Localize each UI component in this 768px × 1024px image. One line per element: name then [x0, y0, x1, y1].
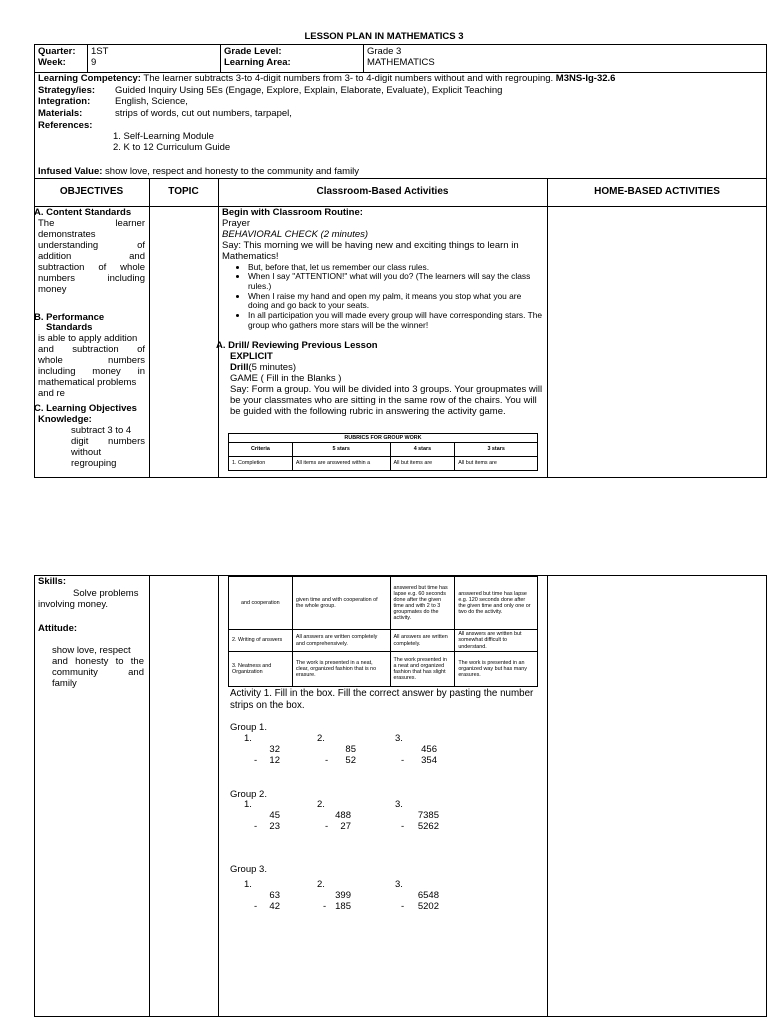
quarter-value: 1ST: [91, 46, 109, 57]
problem-top: 45: [269, 810, 280, 821]
problem-number: 2.: [317, 879, 325, 890]
rubric-cell: 2. Writing of answers: [229, 630, 293, 652]
word: of: [137, 239, 145, 251]
problem-number: 2.: [317, 733, 325, 744]
minus-sign: -: [325, 755, 329, 766]
say-intro: Say: This morning we will be having new and exciting things to learn in Mathematics!: [222, 239, 519, 262]
reference-item: 2. K to 12 Curriculum Guide: [113, 142, 231, 153]
rubric-header: 3 stars: [455, 443, 538, 457]
minus-sign: -: [325, 821, 329, 832]
materials-label: Materials:: [38, 108, 83, 119]
problem-number: 3.: [395, 799, 403, 810]
word: including: [107, 272, 145, 284]
word: understanding: [38, 239, 99, 251]
word: money: [92, 365, 121, 377]
infused-label: Infused Value:: [38, 166, 103, 177]
problem-number: 1.: [244, 879, 252, 890]
drill-time: (5 minutes): [248, 361, 296, 373]
knowledge-text: [71, 426, 145, 470]
word: honesty: [75, 655, 109, 667]
prayer: Prayer: [222, 217, 250, 229]
rubric-cell: All answers are written completely and comprehensively.: [292, 630, 390, 652]
group-label: Group 1.: [230, 722, 267, 733]
infused-text: show love, respect and honesty to the community and family: [102, 166, 360, 177]
skills-text: Solve problems: [73, 588, 139, 599]
word: to: [115, 655, 124, 667]
word: of: [98, 261, 107, 273]
divider: [87, 44, 88, 73]
competency-text: The learner subtracts 3-to 4-digit numbers from 3- to 4-digit numbers without and with regrouping.: [140, 73, 554, 84]
problem-bottom: 185: [335, 901, 351, 912]
line: without: [71, 446, 102, 458]
divider: [149, 575, 150, 1017]
minus-sign: -: [254, 901, 258, 912]
content-standards-heading: A. Content Standards: [34, 207, 132, 218]
problem-top: 488: [335, 810, 351, 821]
minus-sign: -: [401, 901, 405, 912]
line: and re: [38, 387, 65, 399]
problem-top: 32: [269, 744, 280, 755]
column-classroom: Classroom-Based Activities: [316, 186, 449, 197]
page-title: LESSON PLAN IN MATHEMATICS 3: [304, 31, 464, 42]
column-objectives: OBJECTIVES: [59, 186, 124, 197]
line: subtract 3 to 4: [71, 425, 132, 436]
drill-label: Drill: [230, 361, 249, 373]
problem-number: 1.: [244, 733, 252, 744]
minus-sign: -: [254, 821, 258, 832]
integration-text: English, Science,: [115, 96, 188, 107]
competency-line: [38, 74, 763, 85]
strategy-text: Guided Inquiry Using 5Es (Engage, Explore, Explain, Elaborate, Evaluate), Explicit Teaching: [115, 85, 503, 96]
problem-bottom: 23: [269, 821, 280, 832]
rubric-cell: All but items are: [455, 457, 538, 471]
area-label: Learning Area:: [224, 57, 291, 68]
word: and: [129, 250, 145, 262]
performance-heading-2: Standards: [46, 322, 93, 333]
skills-label: Skills:: [38, 576, 66, 587]
problem-top: 456: [421, 744, 437, 755]
word: whole: [120, 261, 145, 273]
performance-text: [38, 334, 145, 400]
word: and: [38, 343, 54, 355]
game-label: GAME ( Fill in the Blanks ): [230, 372, 342, 384]
rubric-cell: answered but time has lapse e.g. 60 seconds done after the given time and with 2 to 3 groupmates do the activity.: [390, 577, 455, 630]
problem-bottom: 354: [421, 755, 437, 766]
divider: [220, 44, 221, 73]
line: family: [52, 677, 77, 689]
explicit-label: EXPLICIT: [230, 351, 273, 362]
word: the: [130, 655, 144, 667]
integration-label: Integration:: [38, 96, 91, 107]
activity-1-instructions: Activity 1. Fill in the box. Fill the correct answer by pasting the number strips on the box.: [230, 688, 534, 711]
rule-item: • In all participation you will made every group will have corresponding stars. The group who gathers more stars will be the winner!: [248, 311, 544, 330]
line: is able to apply addition: [38, 333, 138, 344]
divider: [547, 575, 548, 1017]
attitude-label: Attitude:: [38, 623, 78, 634]
rubric-cell: All answers are written but somewhat difficult to understand.: [455, 630, 538, 652]
drill-heading: A. Drill/ Reviewing Previous Lesson: [216, 340, 378, 351]
problem-top: 63: [269, 890, 280, 901]
problem-bottom: 12: [269, 755, 280, 766]
rubric-cell: All but items are: [390, 457, 455, 471]
word: subtraction: [72, 343, 119, 355]
divider: [218, 575, 219, 1017]
rubric-cell: All items are answered within a: [292, 457, 390, 471]
rubric-cell: 1. Completion: [229, 457, 293, 471]
rubric-title: RUBRICS FOR GROUP WORK: [229, 434, 538, 443]
competency-code: M3NS-Ig-32.6: [553, 73, 616, 84]
rubric-cell: The work is presented in a neat, clear, organized fashion that is no erasure.: [292, 652, 390, 687]
rubric-cell: answered but time has lapse e.g. 120 seconds done after the given time and only one or two do the activity.: [455, 577, 538, 630]
group-label: Group 3.: [230, 864, 267, 875]
problem-number: 3.: [395, 733, 403, 744]
problem-bottom: 5202: [417, 901, 439, 912]
problem-top: 6548: [417, 890, 439, 901]
grade-label: Grade Level:: [224, 46, 282, 57]
column-home: HOME-BASED ACTIVITIES: [594, 186, 720, 197]
rules-list: [222, 263, 544, 331]
drill-section: [230, 352, 544, 418]
problem-top: 7385: [417, 810, 439, 821]
minus-sign: -: [254, 755, 258, 766]
week-value: 9: [91, 57, 97, 68]
classroom-activities-1: [222, 208, 544, 330]
problem-top: 85: [345, 744, 356, 755]
quarter-label: Quarter:: [38, 46, 76, 57]
line: regrouping: [71, 457, 117, 469]
competency-label: Learning Competency:: [38, 73, 141, 84]
rule-item: • But, before that, let us remember our class rules.: [248, 263, 544, 273]
word: numbers: [108, 435, 145, 447]
performance-heading: B. Performance: [34, 312, 105, 323]
rubric-cell: given time and with cooperation of the whole group.: [292, 577, 390, 630]
attitude-text: [52, 646, 144, 690]
rubric-header: Criteria: [229, 443, 293, 457]
word: learner: [115, 218, 145, 229]
minus-sign: -: [323, 901, 327, 912]
problem-number: 1.: [244, 799, 252, 810]
problem-bottom: 42: [269, 901, 280, 912]
rubric-table-1: [228, 433, 538, 471]
skills-text: involving money.: [38, 599, 109, 610]
word: community: [52, 666, 98, 678]
divider: [363, 44, 364, 73]
strategy-label: Strategy/ies:: [38, 85, 96, 96]
word: subtraction: [38, 261, 85, 273]
column-topic: TOPIC: [168, 186, 199, 197]
infused-line: [38, 167, 359, 178]
minus-sign: -: [401, 821, 405, 832]
word: digit: [71, 435, 89, 447]
problem-top: 399: [335, 890, 351, 901]
rubric-table-2: [228, 576, 538, 687]
materials-text: strips of words, cut out numbers, tarpapel,: [115, 108, 292, 119]
reference-item: 1. Self-Learning Module: [113, 131, 214, 142]
word: including: [38, 365, 76, 377]
grade-value: Grade 3: [367, 46, 402, 57]
group-label: Group 2.: [230, 789, 267, 800]
rule-item: • When I say "ATTENTION!" what will you do? (The learners will say the class rules.): [248, 272, 544, 291]
behavioral-check: BEHAVIORAL CHECK (2 minutes): [222, 228, 369, 240]
line: show love, respect: [52, 645, 131, 656]
rubric-cell: The work presented in a neat and organized fashion that has slight erasures.: [390, 652, 455, 687]
problem-number: 2.: [317, 799, 325, 810]
word: in: [137, 365, 145, 377]
knowledge-label: Knowledge:: [38, 414, 92, 425]
word: The: [38, 218, 55, 229]
word: numbers: [38, 272, 75, 284]
rubric-header: 5 stars: [292, 443, 390, 457]
learning-objectives-heading: C. Learning Objectives: [34, 403, 137, 414]
problem-bottom: 27: [340, 821, 351, 832]
word: addition: [38, 250, 72, 262]
rubric-header: 4 stars: [390, 443, 455, 457]
rubric-cell: All answers are written completely.: [390, 630, 455, 652]
word: and: [128, 666, 144, 678]
word: numbers: [108, 354, 145, 366]
references-label: References:: [38, 120, 93, 131]
content-standards-text: [38, 219, 145, 295]
problem-bottom: 52: [345, 755, 356, 766]
word: whole: [38, 354, 63, 366]
routine-heading: Begin with Classroom Routine:: [222, 207, 363, 218]
line: demonstrates: [38, 228, 96, 240]
word: of: [137, 343, 145, 355]
rubric-cell: The work is presented in an organized way but has many erasures.: [455, 652, 538, 687]
line: mathematical problems: [38, 376, 137, 388]
rubric-cell: 3. Neatness and Organization: [229, 652, 293, 687]
minus-sign: -: [401, 755, 405, 766]
word: and: [52, 655, 68, 667]
area-value: MATHEMATICS: [367, 57, 435, 68]
rule-item: • When I raise my hand and open my palm, it means you stop what you are doing and go back to your seats.: [248, 292, 544, 311]
rubric-cell: and cooperation: [229, 577, 293, 630]
week-label: Week:: [38, 57, 66, 68]
problem-number: 3.: [395, 879, 403, 890]
line: money: [38, 283, 67, 295]
say-form-group: Say: Form a group. You will be divided into 3 groups. Your groupmates will be your classmates who are sitting in the same row of the chairs. You will be guided with the following rubric in answering the activity game.: [230, 383, 543, 417]
problem-bottom: 5262: [417, 821, 439, 832]
